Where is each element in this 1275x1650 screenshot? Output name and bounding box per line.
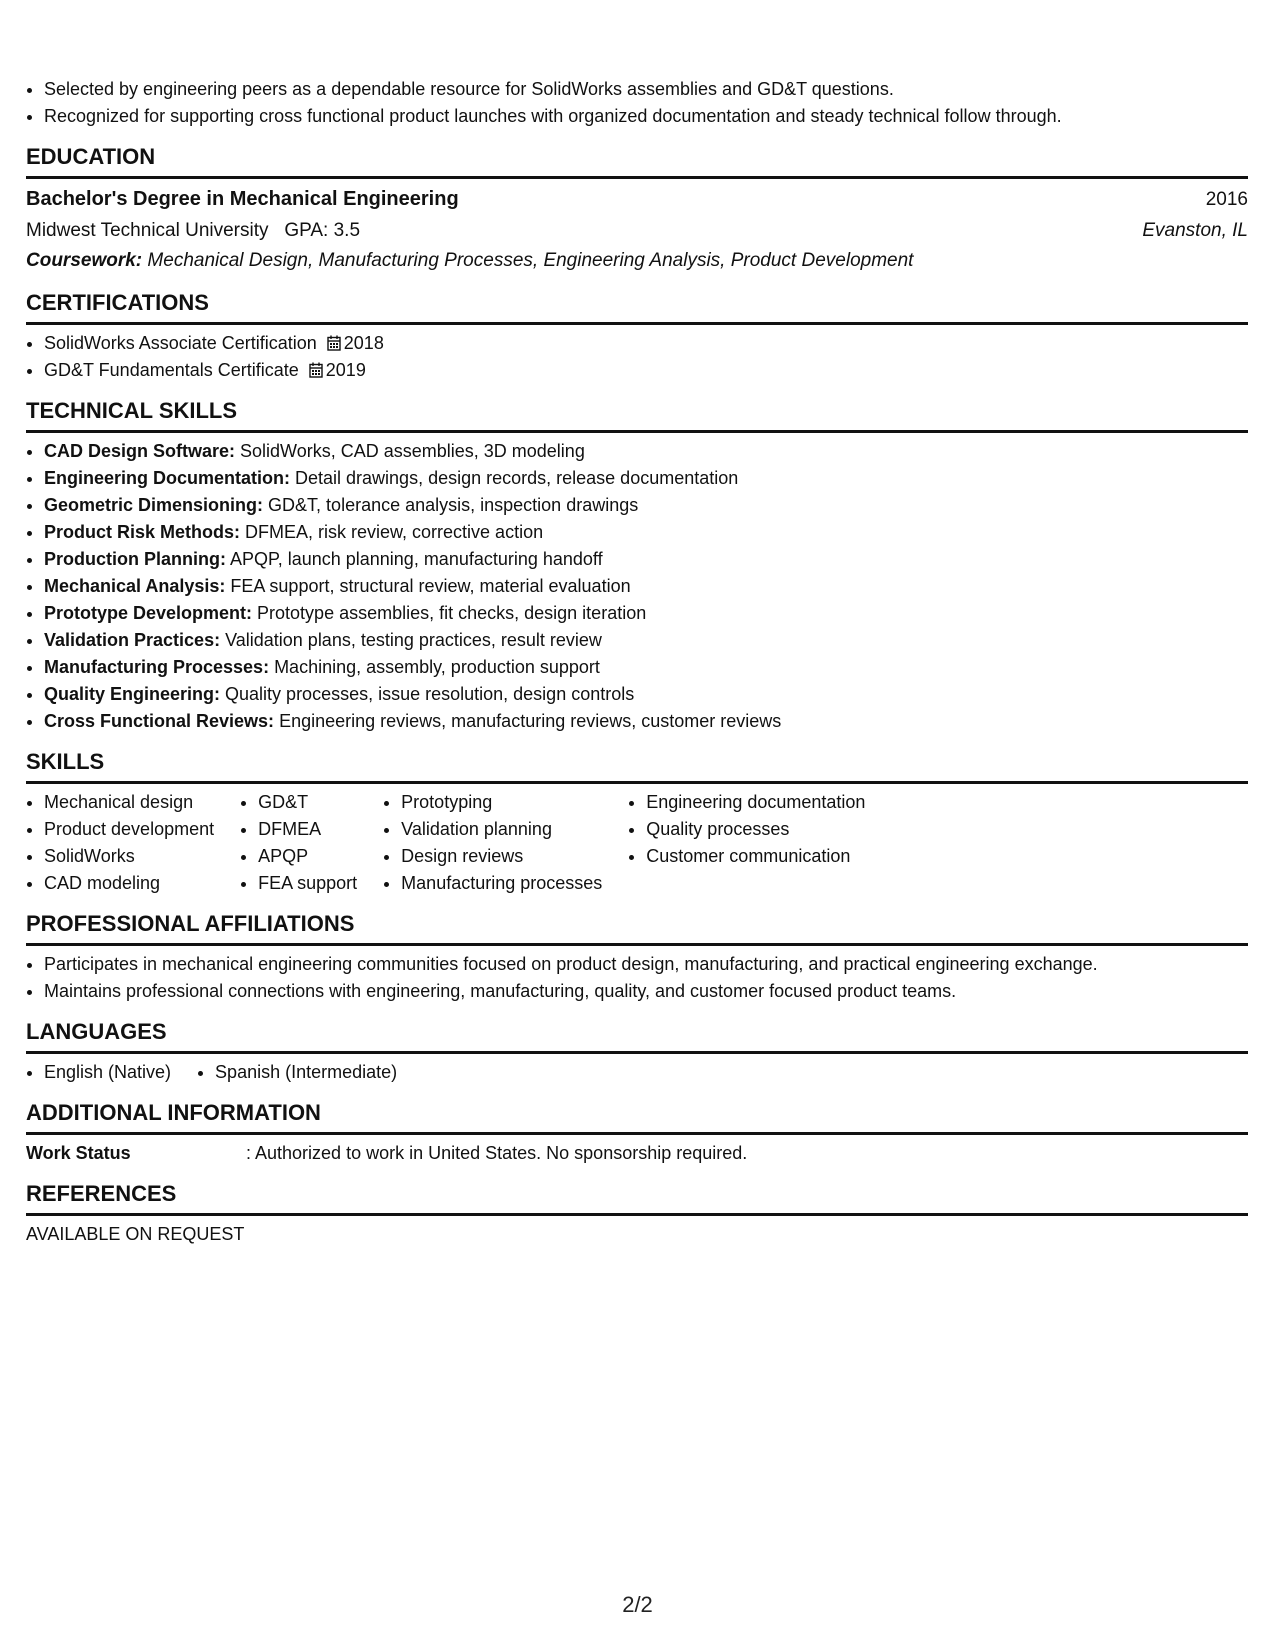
skills-grid (26, 789, 1248, 897)
certifications-list (26, 330, 1248, 384)
skills-column (26, 789, 214, 897)
skill-details: DFMEA, risk review, corrective action (240, 522, 544, 542)
skill-category: Mechanical Analysis: (44, 576, 226, 596)
languages-list (26, 1059, 1248, 1086)
list-item: • Manufacturing processes (401, 870, 602, 897)
coursework (26, 246, 1248, 276)
page-number: 2/2 (622, 1592, 653, 1617)
list-item (44, 708, 1248, 735)
graduation-year: 2016 (1205, 189, 1248, 210)
list-item: • CAD modeling (44, 870, 214, 897)
skill-category: CAD Design Software: (44, 441, 236, 461)
list-item: • Participates in mechanical engineering communities focused on product design, manufacturing, and practical engineering exchange. (44, 951, 1248, 978)
skill-details: GD&T, tolerance analysis, inspection drawings (263, 495, 639, 515)
list-item: • Product development (44, 816, 214, 843)
list-item: • Engineering documentation (646, 789, 865, 816)
skill-details: FEA support, structural review, material evaluation (225, 576, 631, 596)
section-heading: PROFESSIONAL AFFILIATIONS (26, 911, 1248, 946)
education-header-row (26, 184, 1248, 215)
section-heading: SKILLS (26, 749, 1248, 784)
list-item: • Selected by engineering peers as a dependable resource for SolidWorks assemblies and GD&T questions. (44, 76, 1248, 103)
list-item: • SolidWorks (44, 843, 214, 870)
list-item: • Mechanical design (44, 789, 214, 816)
skill-details: SolidWorks, CAD assemblies, 3D modeling (235, 441, 585, 461)
certification-year: 2019 (325, 360, 366, 380)
calendar-icon (327, 335, 341, 351)
certifications-section (26, 290, 1248, 384)
skill-category: Production Planning: (44, 549, 226, 569)
education-section (26, 144, 1248, 276)
achievements-list (26, 76, 1248, 130)
certification-name: SolidWorks Associate Certification (44, 333, 317, 353)
languages-section (26, 1019, 1248, 1086)
section-heading: ADDITIONAL INFORMATION (26, 1100, 1248, 1135)
section-heading: EDUCATION (26, 144, 1248, 179)
resume-page (26, 76, 1248, 1248)
list-item (44, 681, 1248, 708)
list-item: • FEA support (258, 870, 357, 897)
list-item (44, 627, 1248, 654)
work-status-value: : Authorized to work in United States. No sponsorship required. (246, 1143, 748, 1163)
section-heading: LANGUAGES (26, 1019, 1248, 1054)
list-item: • Spanish (Intermediate) (215, 1059, 397, 1086)
coursework-list: Mechanical Design, Manufacturing Processes, Engineering Analysis, Product Development (142, 250, 914, 271)
work-status-row (26, 1140, 1248, 1167)
list-item: • Quality processes (646, 816, 865, 843)
degree-name: Bachelor's Degree in Mechanical Engineering (26, 188, 459, 210)
affiliations-list (26, 951, 1248, 1005)
list-item (44, 357, 1248, 384)
additional-info-section (26, 1100, 1248, 1167)
list-item: • Design reviews (401, 843, 602, 870)
skills-section (26, 749, 1248, 897)
education-school-row (26, 215, 1248, 246)
list-item: • GD&T (258, 789, 357, 816)
school-name: Midwest Technical University GPA: 3.5 (26, 220, 361, 241)
skill-category: Geometric Dimensioning: (44, 495, 264, 515)
skill-category: Cross Functional Reviews: (44, 711, 275, 731)
list-item: • Prototyping (401, 789, 602, 816)
list-item (44, 573, 1248, 600)
skill-details: Validation plans, testing practices, result review (220, 630, 602, 650)
list-item (44, 465, 1248, 492)
list-item: • APQP (258, 843, 357, 870)
skill-details: Machining, assembly, production support (269, 657, 600, 677)
list-item: • Customer communication (646, 843, 865, 870)
references-text: AVAILABLE ON REQUEST (26, 1224, 245, 1244)
skill-details: APQP, launch planning, manufacturing handoff (226, 549, 603, 569)
affiliations-section (26, 911, 1248, 1005)
list-item: • Maintains professional connections with engineering, manufacturing, quality, and customer focused product teams. (44, 978, 1248, 1005)
list-item (44, 654, 1248, 681)
skill-details: Prototype assemblies, fit checks, design iteration (252, 603, 647, 623)
list-item: • Validation planning (401, 816, 602, 843)
school-location: Evanston, IL (1142, 220, 1248, 241)
list-item (44, 492, 1248, 519)
calendar-icon (309, 362, 323, 378)
coursework-label: Coursework: (26, 250, 143, 271)
skill-category: Product Risk Methods: (44, 522, 241, 542)
section-heading: TECHNICAL SKILLS (26, 398, 1248, 433)
skill-details: Detail drawings, design records, release documentation (290, 468, 739, 488)
skill-category: Quality Engineering: (44, 684, 221, 704)
list-item (44, 438, 1248, 465)
skills-column (240, 789, 357, 897)
list-item: • English (Native) (44, 1059, 171, 1086)
skills-column (383, 789, 602, 897)
list-item (44, 546, 1248, 573)
list-item: • Recognized for supporting cross functional product launches with organized documentation and steady technical follow through. (44, 103, 1248, 130)
work-status-label: Work Status (26, 1143, 131, 1163)
skill-category: Manufacturing Processes: (44, 657, 270, 677)
skill-details: Quality processes, issue resolution, design controls (220, 684, 635, 704)
list-item (44, 519, 1248, 546)
skill-details: Engineering reviews, manufacturing reviews, customer reviews (274, 711, 782, 731)
list-item (44, 330, 1248, 357)
section-heading: CERTIFICATIONS (26, 290, 1248, 325)
achievements-continued (26, 76, 1248, 130)
technical-skills-list (26, 438, 1248, 735)
list-item: • DFMEA (258, 816, 357, 843)
technical-skills-section (26, 398, 1248, 735)
references-section (26, 1181, 1248, 1248)
section-heading: REFERENCES (26, 1181, 1248, 1216)
skill-category: Validation Practices: (44, 630, 221, 650)
certification-year: 2018 (343, 333, 384, 353)
skill-category: Prototype Development: (44, 603, 253, 623)
certification-name: GD&T Fundamentals Certificate (44, 360, 299, 380)
list-item (44, 600, 1248, 627)
skill-category: Engineering Documentation: (44, 468, 291, 488)
skills-column (628, 789, 865, 897)
